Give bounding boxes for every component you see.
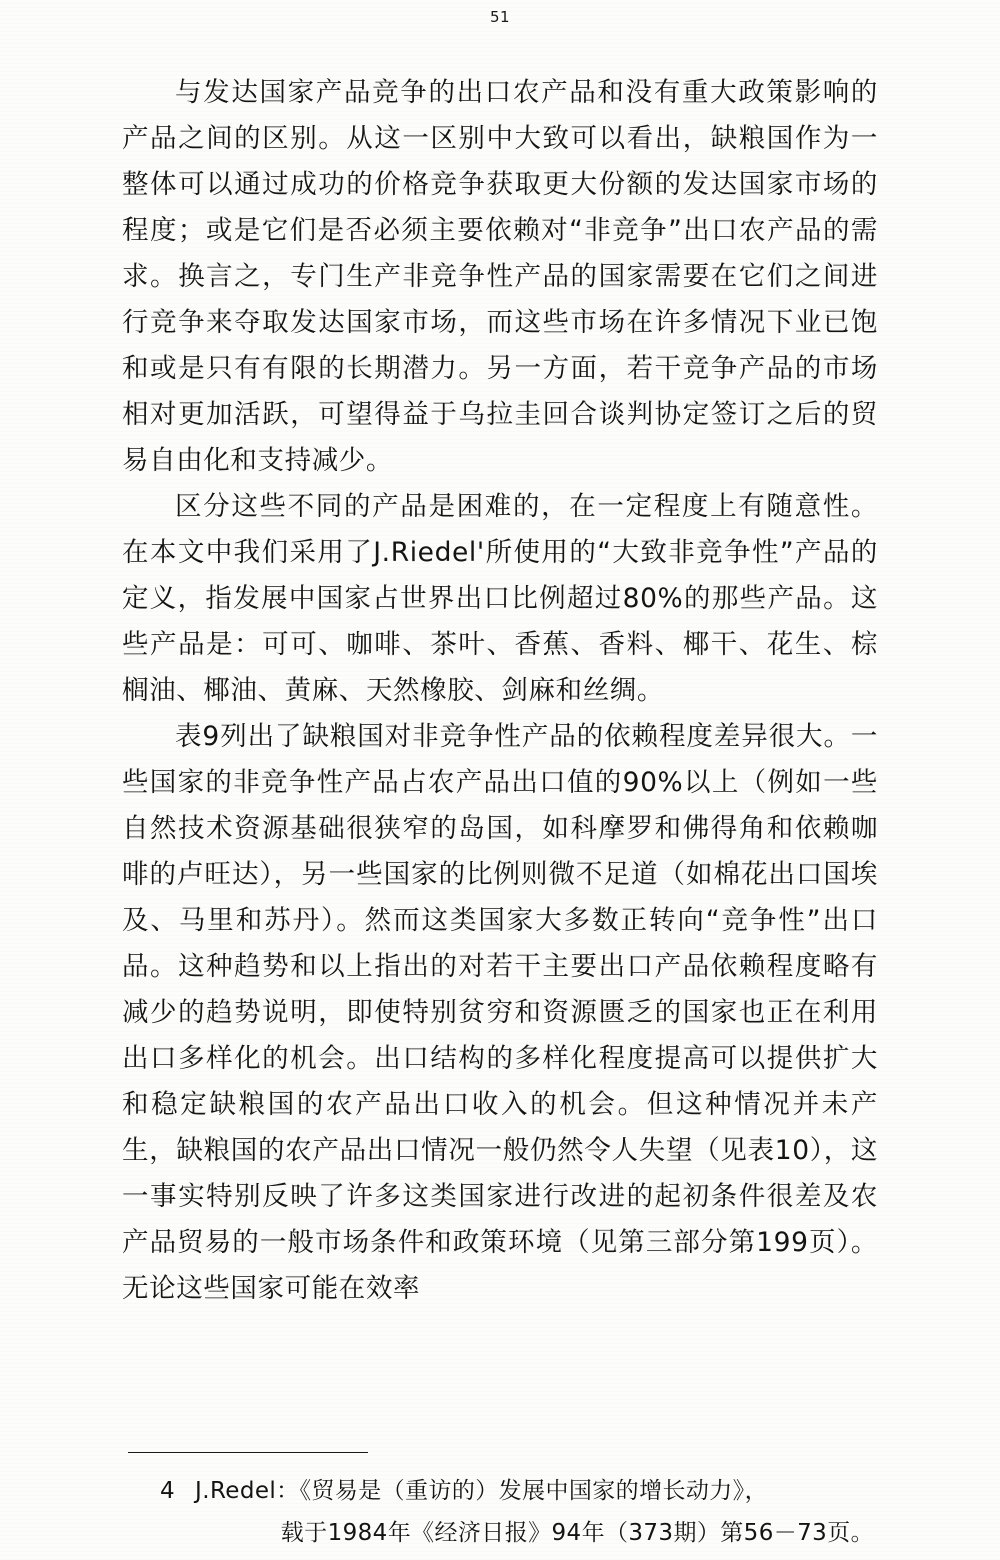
paragraph-3: 表9列出了缺粮国对非竞争性产品的依赖程度差异很大。一些国家的非竞争性产品占农产品出口值的90%以上（例如一些自然技术资源基础很狭窄的岛国，如科摩罗和佛得角和依赖咖啡的卢旺达），另一些国家的比例则微不足道（如棉花出口国埃及、马里和苏丹）。然而这类国家大多数正转向“竞争性”出口品。这种趋势和以上指出的对若干主要出口产品依赖程度略有减少的趋势说明，即使特别贫穷和资源匮乏的国家也正在利用出口多样化的机会。出口结构的多样化程度提高可以提供扩大和稳定缺粮国的农产品出口收入的机会。但这种情况并未产生，缺粮国的农产品出口情况一般仍然令人失望（见表10），这一事实特别反映了许多这类国家进行改进的起初条件很差及农产品贸易的一般市场条件和政策环境（见第三部分第199页）。 无论这些国家可能在效率 bbox=[122, 721, 878, 1304]
footnote-separator-rule bbox=[128, 1452, 368, 1453]
footnote-text-line-2: 载于1984年《经济日报》94年（373期）第56－73页。 bbox=[280, 1520, 874, 1546]
footnote-marker: 4 bbox=[160, 1478, 176, 1504]
body-text-column bbox=[122, 70, 878, 1312]
footnote-area bbox=[122, 1470, 882, 1554]
paragraph-2: 区分这些不同的产品是困难的，在一定程度上有随意性。在本文中我们采用了J.Riedel'所使用的“大致非竞争性”产品的定义，指发展中国家占世界出口比例超过80%的那些产品。这些产品是：可可、咖啡、茶叶、香蕉、香料、椰干、花生、棕榈油、椰油、黄麻、天然橡胶、剑麻和丝绸。 bbox=[122, 491, 878, 706]
footnote-text-line-1: J.Redel：《贸易是（重访的）发展中国家的增长动力》， bbox=[195, 1478, 768, 1504]
footnote-item bbox=[122, 1470, 882, 1512]
page-number: 51 bbox=[489, 8, 511, 26]
paragraph-1: 与发达国家产品竞争的出口农产品和没有重大政策影响的产品之间的区别。从这一区别中大致可以看出，缺粮国作为一整体可以通过成功的价格竞争获取更大份额的发达国家市场的程度；或是它们是否必须主要依赖对“非竞争”出口农产品的需求。换言之，专门生产非竞争性产品的国家需要在它们之间进行竞争来夺取发达国家市场，而这些市场在许多情况下业已饱和或是只有有限的长期潜力。另一方面，若干竞争产品的市场相对更加活跃，可望得益于乌拉圭回合谈判协定签订之后的贸易自由化和支持减少。 bbox=[122, 77, 878, 476]
